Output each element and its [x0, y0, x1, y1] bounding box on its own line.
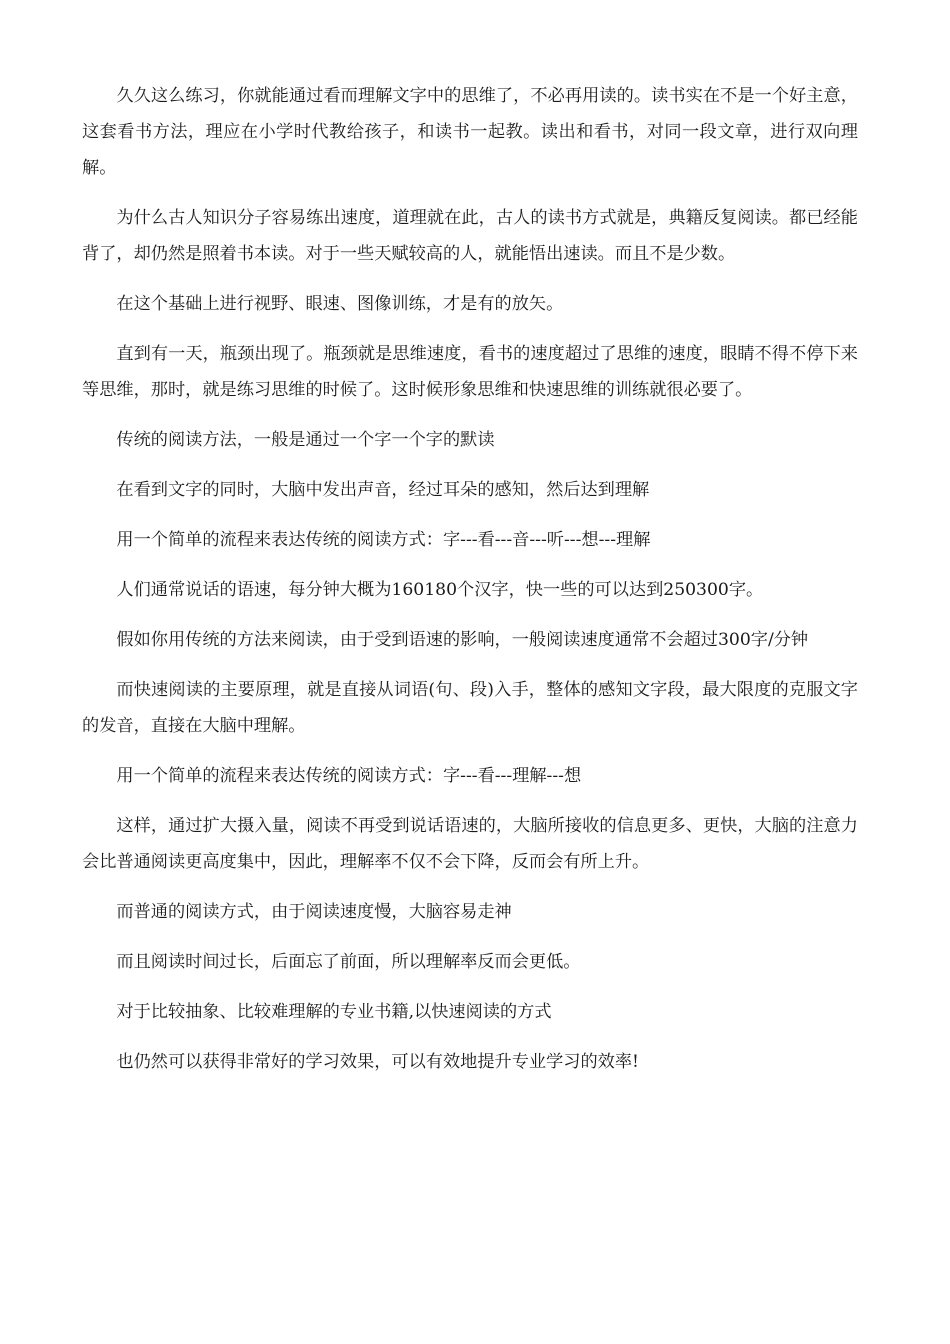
paragraph: 而普通的阅读方式，由于阅读速度慢，大脑容易走神	[116, 902, 512, 922]
paragraph: 在这个基础上进行视野、眼速、图像训练，才是有的放矢。	[116, 294, 564, 314]
paragraph: 用一个简单的流程来表达传统的阅读方式：字---看---理解---想	[116, 766, 582, 786]
paragraph: 假如你用传统的方法来阅读，由于受到语速的影响，一般阅读速度通常不会超过300字/分钟	[116, 630, 809, 650]
paragraph: 传统的阅读方法，一般是通过一个字一个字的默读	[116, 430, 495, 450]
paragraph: 这样，通过扩大摄入量，阅读不再受到说话语速的，大脑所接收的信息更多、更快，大脑的注意力会比普通阅读更高度集中，因此，理解率不仅不会下降，反而会有所上升。	[82, 816, 858, 872]
paragraph: 而快速阅读的主要原理，就是直接从词语(句、段)入手，整体的感知文字段，最大限度的克服文字的发音，直接在大脑中理解。	[82, 680, 858, 736]
paragraph: 久久这么练习，你就能通过看而理解文字中的思维了，不必再用读的。读书实在不是一个好主意，这套看书方法，理应在小学时代教给孩子，和读书一起教。读出和看书，对同一段文章，进行双向理解。	[82, 86, 858, 178]
paragraph: 为什么古人知识分子容易练出速度，道理就在此，古人的读书方式就是，典籍反复阅读。都已经能背了，却仍然是照着书本读。对于一些天赋较高的人，就能悟出速读。而且不是少数。	[82, 208, 858, 264]
paragraph: 在看到文字的同时，大脑中发出声音，经过耳朵的感知，然后达到理解	[116, 480, 650, 500]
paragraph: 也仍然可以获得非常好的学习效果，可以有效地提升专业学习的效率!	[116, 1052, 639, 1072]
paragraph: 对于比较抽象、比较难理解的专业书籍,以快速阅读的方式	[116, 1002, 552, 1022]
paragraph: 直到有一天，瓶颈出现了。瓶颈就是思维速度，看书的速度超过了思维的速度，眼睛不得不停下来等思维，那时，就是练习思维的时候了。这时候形象思维和快速思维的训练就很必要了。	[82, 344, 858, 400]
paragraph: 用一个简单的流程来表达传统的阅读方式：字---看---音---听---想---理解	[116, 530, 651, 550]
paragraph: 人们通常说话的语速，每分钟大概为160180个汉字，快一些的可以达到250300字。	[116, 580, 764, 600]
paragraph: 而且阅读时间过长，后面忘了前面，所以理解率反而会更低。	[116, 952, 581, 972]
document-body	[82, 78, 858, 1094]
